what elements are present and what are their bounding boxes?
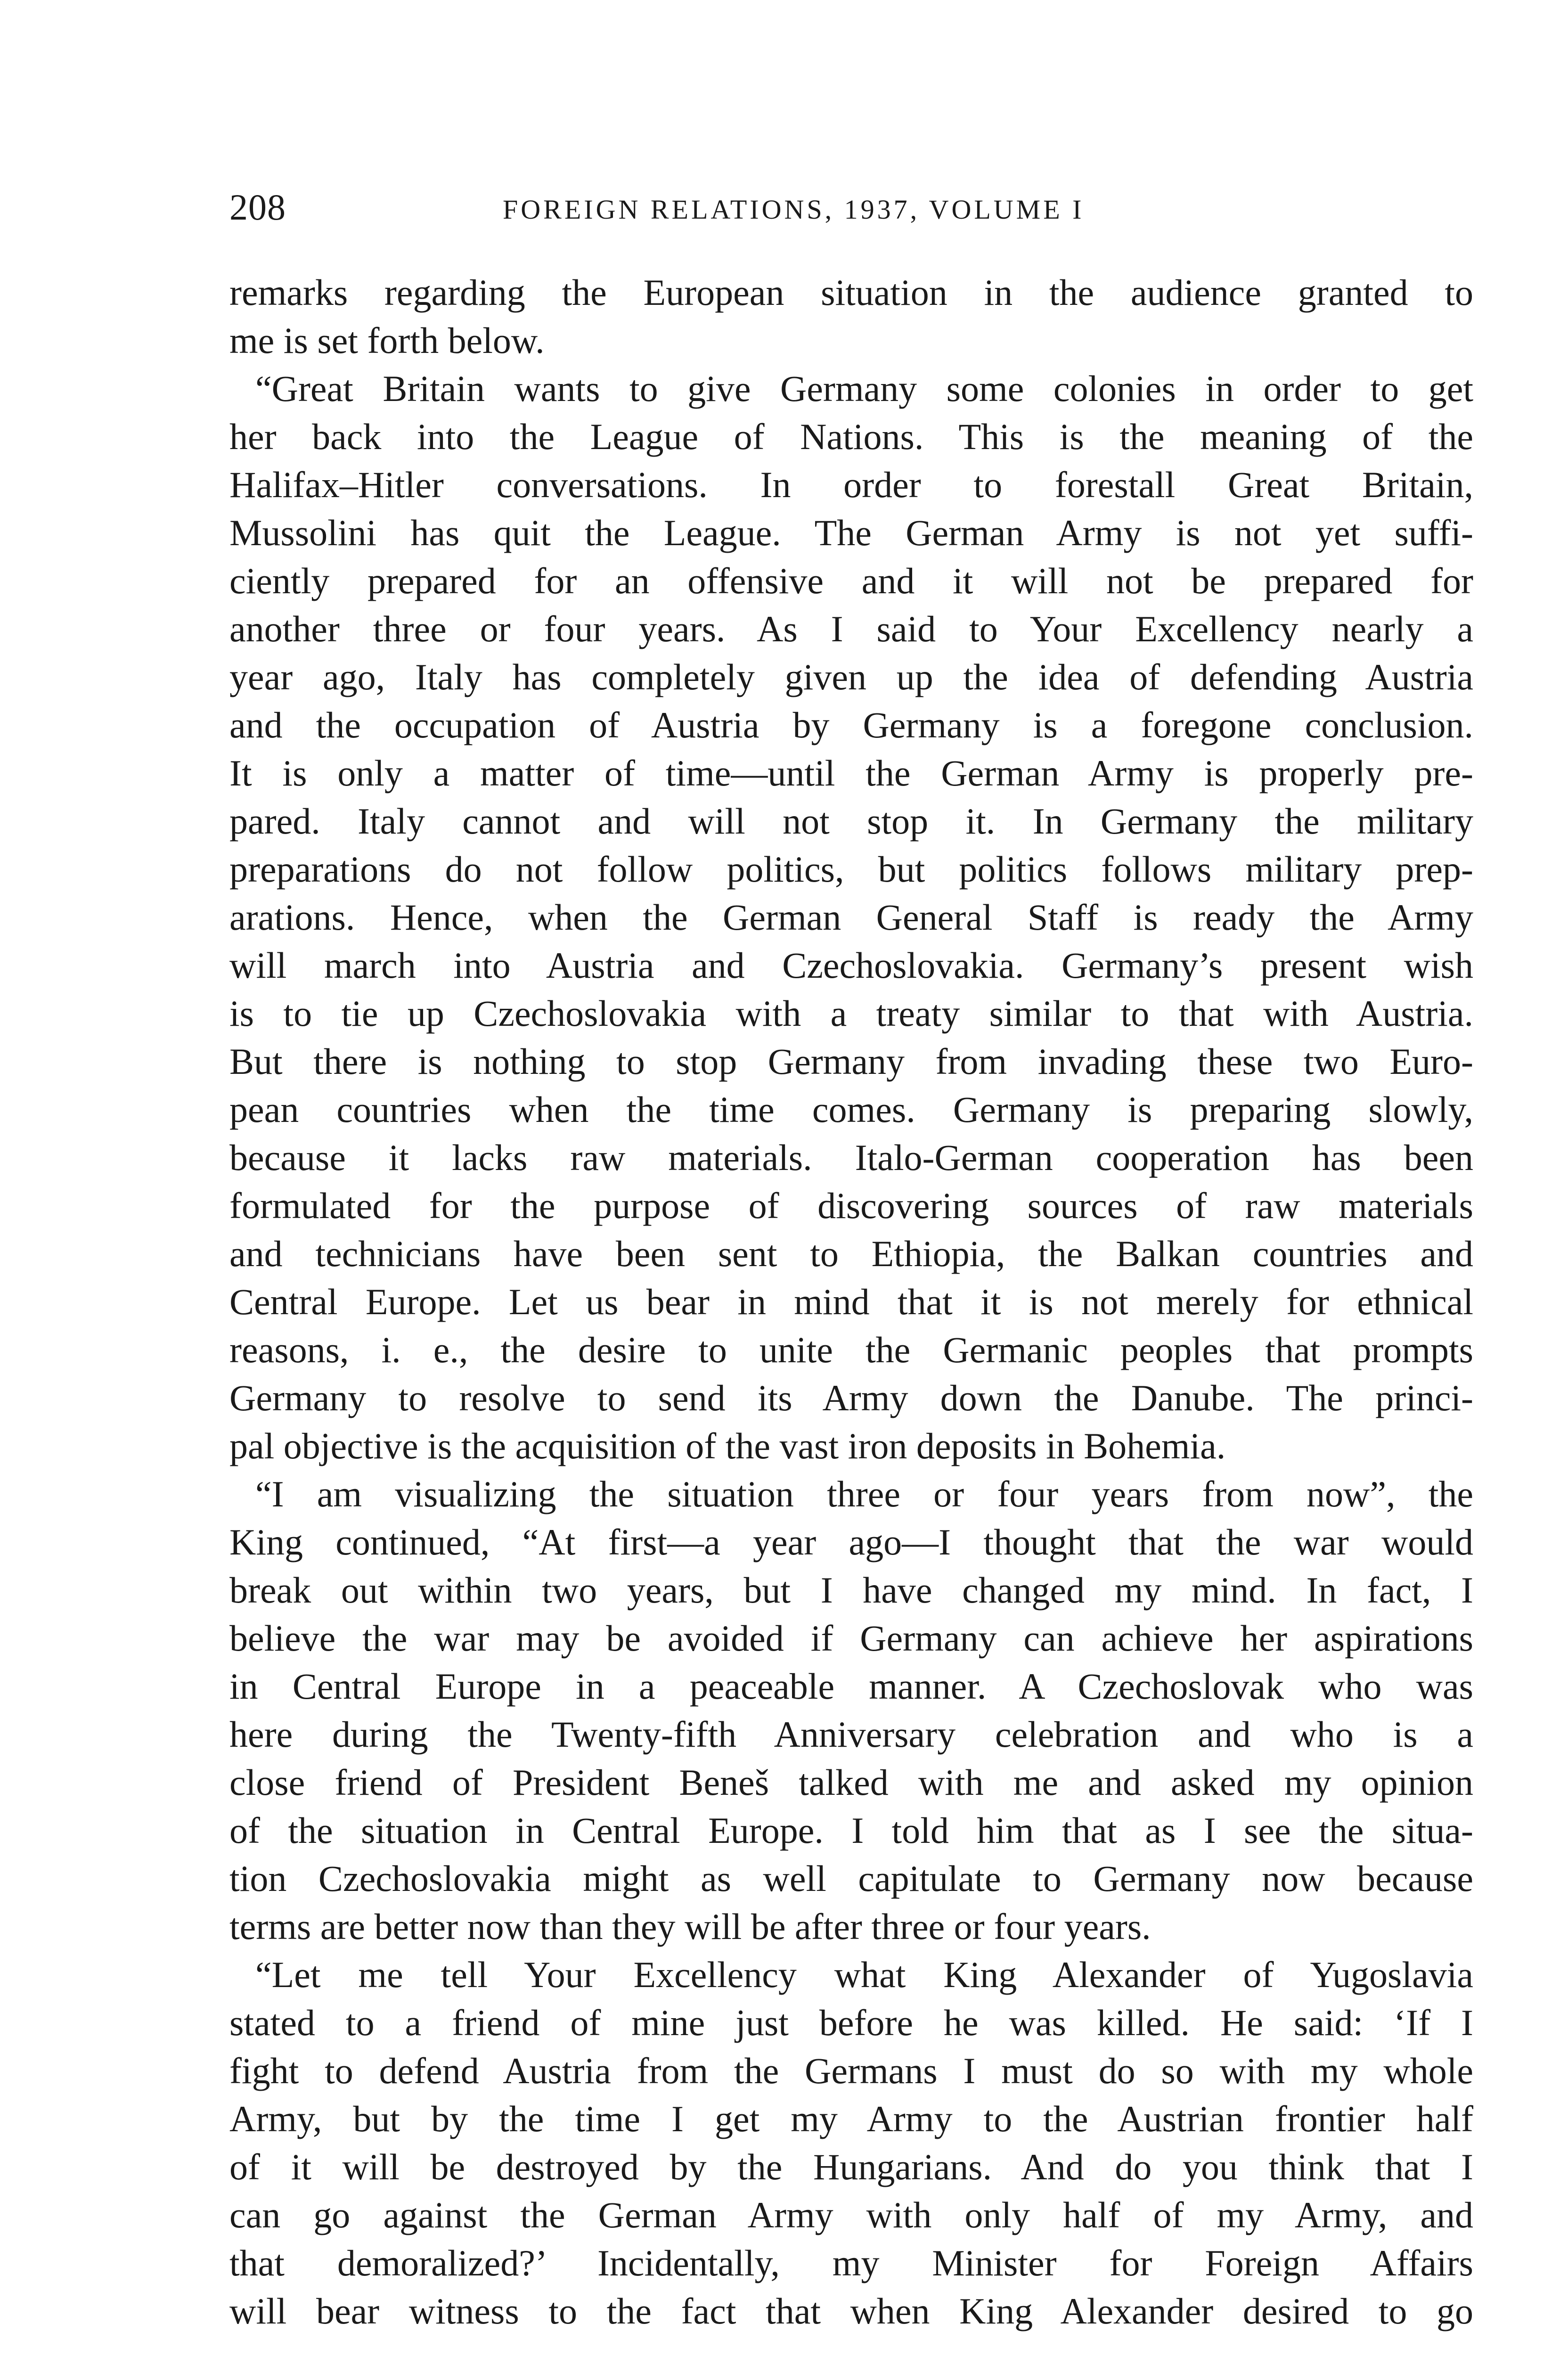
- text-line: that demoralized?’ Incidentally, my Minister for Foreign Affairs: [229, 2242, 1473, 2283]
- text-line: preparations do not follow politics, but politics follows military prep-: [229, 849, 1473, 890]
- text-line: Central Europe. Let us bear in mind that it is not merely for ethnical: [229, 1281, 1473, 1322]
- text-line: believe the war may be avoided if Germany can achieve her aspirations: [229, 1618, 1473, 1659]
- text-line: “I am visualizing the situation three or four years from now”, the: [255, 1473, 1473, 1514]
- text-line: and the occupation of Austria by Germany is a foregone conclusion.: [229, 704, 1473, 745]
- text-line: reasons, i. e., the desire to unite the Germanic peoples that prompts: [229, 1329, 1473, 1370]
- text-line: is to tie up Czechoslovakia with a treaty similar to that with Austria.: [229, 993, 1473, 1034]
- text-line: Germany to resolve to send its Army down the Danube. The princi-: [229, 1377, 1473, 1418]
- paragraph: [229, 365, 1473, 1470]
- text-line: formulated for the purpose of discovering sources of raw materials: [229, 1185, 1473, 1226]
- text-line: and technicians have been sent to Ethiopia, the Balkan countries and: [229, 1233, 1473, 1274]
- text-line: break out within two years, but I have changed my mind. In fact, I: [229, 1570, 1473, 1611]
- text-line: will bear witness to the fact that when King Alexander desired to go: [229, 2291, 1473, 2331]
- text-line: arations. Hence, when the German General Staff is ready the Army: [229, 897, 1473, 938]
- text-line: in Central Europe in a peaceable manner. A Czechoslovak who was: [229, 1666, 1473, 1707]
- page-header: [229, 186, 1473, 229]
- text-line: pared. Italy cannot and will not stop it. In Germany the military: [229, 801, 1473, 842]
- text-line: Army, but by the time I get my Army to the Austrian frontier half: [229, 2098, 1473, 2139]
- text-line: tion Czechoslovakia might as well capitulate to Germany now because: [229, 1858, 1473, 1899]
- text-line: “Great Britain wants to give Germany some colonies in order to get: [255, 368, 1473, 409]
- running-head: FOREIGN RELATIONS, 1937, VOLUME I: [503, 194, 1085, 225]
- paragraph: [229, 1470, 1473, 1951]
- text-line: can go against the German Army with only half of my Army, and: [229, 2194, 1473, 2235]
- text-line: will march into Austria and Czechoslovakia. Germany’s present wish: [229, 945, 1473, 986]
- text-line: fight to defend Austria from the Germans I must do so with my whole: [229, 2050, 1473, 2091]
- text-line: remarks regarding the European situation in the audience granted to: [229, 272, 1473, 313]
- text-line: another three or four years. As I said to Your Excellency nearly a: [229, 608, 1473, 649]
- text-line: ciently prepared for an offensive and it will not be prepared for: [229, 560, 1473, 601]
- text-line: pean countries when the time comes. Germany is preparing slowly,: [229, 1089, 1473, 1130]
- text-line: year ago, Italy has completely given up the idea of defending Austria: [229, 656, 1473, 697]
- body-text: [229, 269, 1473, 2335]
- text-line: Halifax–Hitler conversations. In order to forestall Great Britain,: [229, 464, 1473, 505]
- text-line: It is only a matter of time—until the German Army is properly pre-: [229, 753, 1473, 794]
- text-line: King continued, “At first—a year ago—I thought that the war would: [229, 1522, 1473, 1562]
- text-line: her back into the League of Nations. This is the meaning of the: [229, 416, 1473, 457]
- text-line: because it lacks raw materials. Italo-German cooperation has been: [229, 1137, 1473, 1178]
- text-line: “Let me tell Your Excellency what King Alexander of Yugoslavia: [255, 1954, 1473, 1995]
- text-line: But there is nothing to stop Germany from invading these two Euro-: [229, 1041, 1473, 1082]
- page-number: 208: [229, 187, 286, 228]
- text-line: close friend of President Beneš talked with me and asked my opinion: [229, 1762, 1473, 1803]
- text-line: stated to a friend of mine just before he was killed. He said: ‘If I: [229, 2002, 1473, 2043]
- text-line: me is set forth below.: [229, 320, 545, 361]
- text-line: of the situation in Central Europe. I told him that as I see the situa-: [229, 1810, 1473, 1851]
- text-line: pal objective is the acquisition of the vast iron deposits in Bohemia.: [229, 1425, 1226, 1466]
- text-line: terms are better now than they will be after three or four years.: [229, 1906, 1151, 1947]
- text-line: of it will be destroyed by the Hungarians. And do you think that I: [229, 2146, 1473, 2187]
- text-line: here during the Twenty-fifth Anniversary celebration and who is a: [229, 1714, 1473, 1755]
- paragraph: [229, 269, 1473, 365]
- text-line: Mussolini has quit the League. The German Army is not yet suffi-: [229, 512, 1473, 553]
- paragraph: [229, 1951, 1473, 2335]
